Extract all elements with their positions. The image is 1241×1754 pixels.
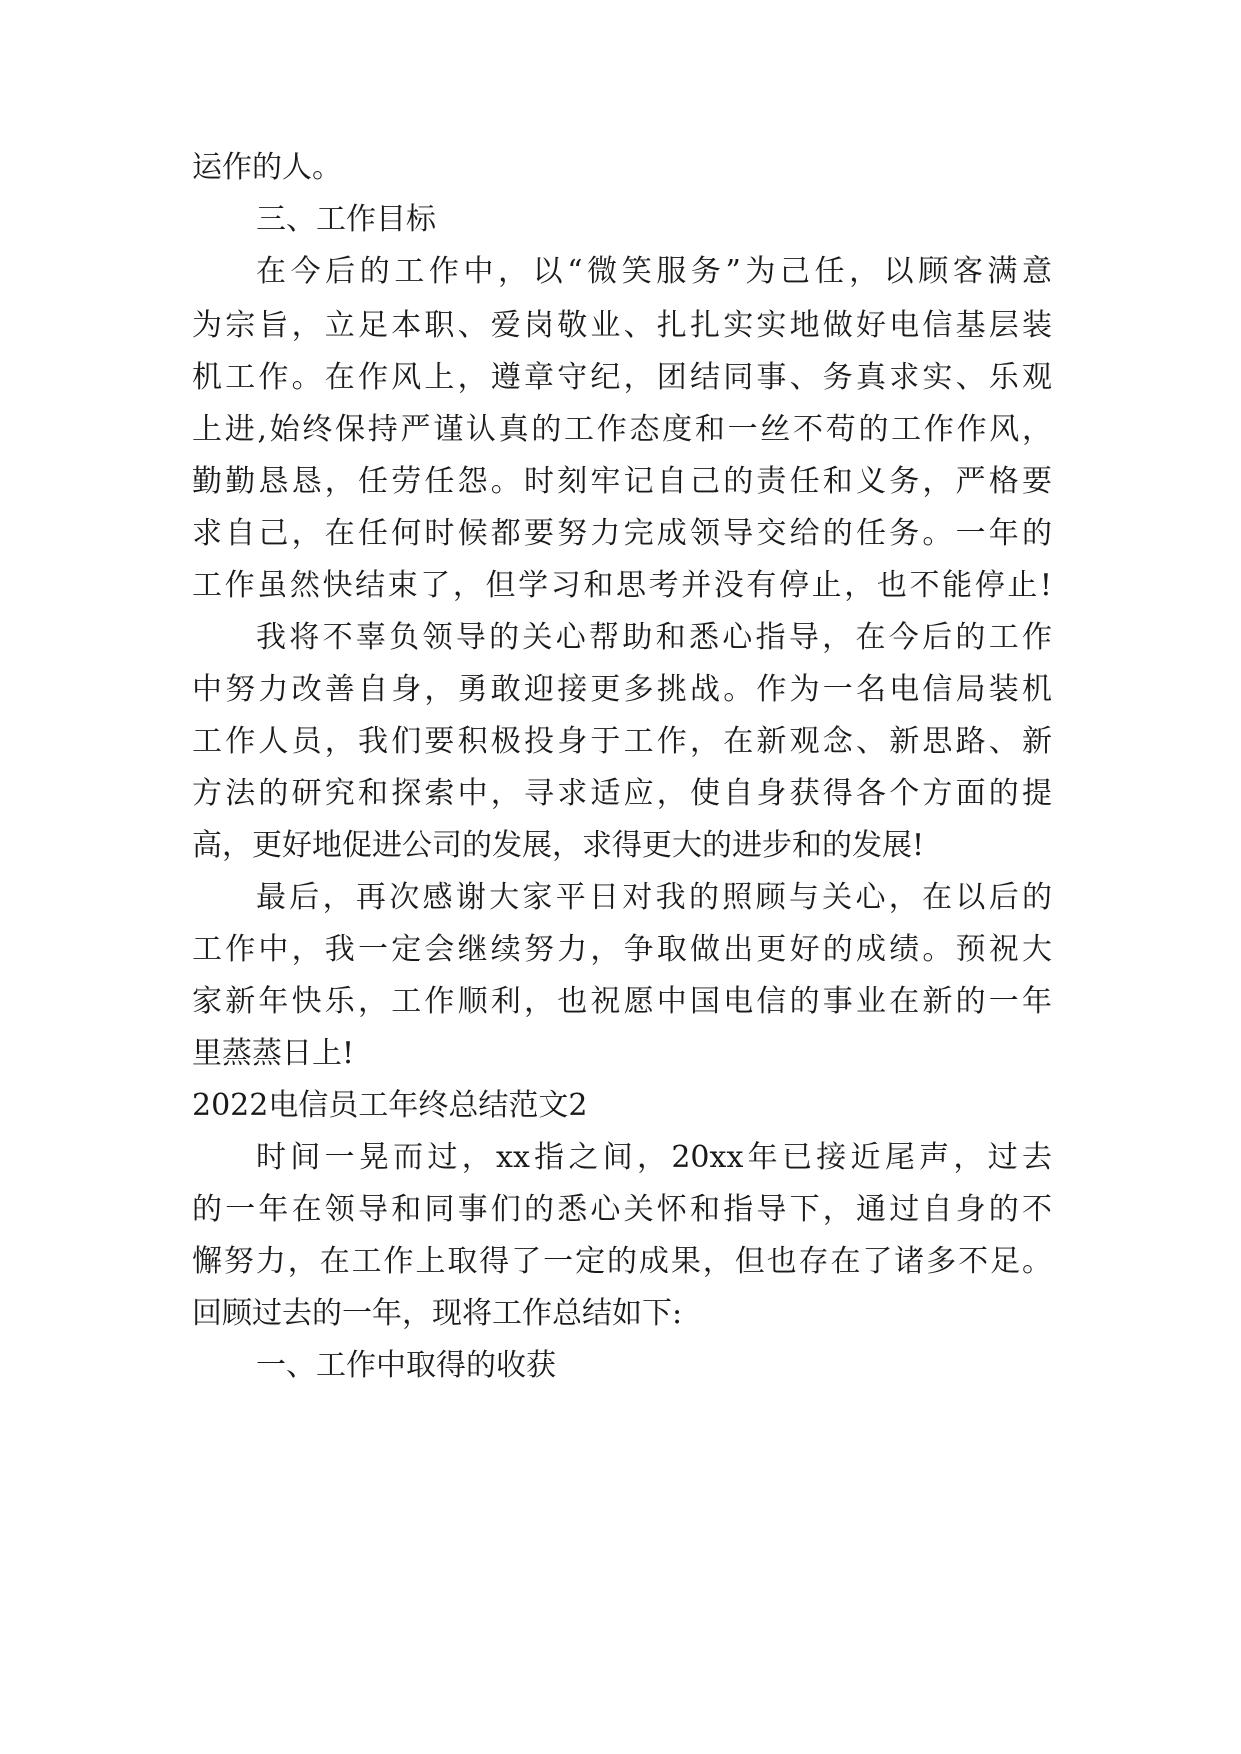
paragraph-line: 中努力改善自身，勇敢迎接更多挑战。作为一名电信局装机	[192, 672, 1052, 707]
paragraph-line: 时间一晃而过，xx指之间，20xx年已接近尾声，过去	[256, 1140, 1052, 1175]
paragraph-line: 最后，再次感谢大家平日对我的照顾与关心，在以后的	[256, 880, 1052, 915]
document-title: 2022电信员工年终总结范文2	[192, 1088, 588, 1123]
paragraph-line: 勤勤恳恳，任劳任怨。时刻牢记自己的责任和义务，严格要	[192, 464, 1052, 499]
paragraph-line: 工作虽然快结束了，但学习和思考并没有停止，也不能停止!	[192, 568, 1052, 603]
paragraph-line: 懈努力，在工作上取得了一定的成果，但也存在了诸多不足。	[192, 1244, 1052, 1279]
paragraph-line: 工作中，我一定会继续努力，争取做出更好的成绩。预祝大	[192, 932, 1052, 967]
section-heading: 一、工作中取得的收获	[256, 1348, 556, 1383]
paragraph-line: 工作人员，我们要积极投身于工作，在新观念、新思路、新	[192, 724, 1052, 759]
paragraph-line: 上进,始终保持严谨认真的工作态度和一丝不苟的工作作风，	[192, 412, 1052, 447]
paragraph-line: 在今后的工作中，以“微笑服务”为己任，以顾客满意	[256, 254, 1052, 289]
paragraph-line: 家新年快乐，工作顺利，也祝愿中国电信的事业在新的一年	[192, 984, 1052, 1019]
paragraph-line: 求自己，在任何时候都要努力完成领导交给的任务。一年的	[192, 516, 1052, 551]
paragraph-line: 高，更好地促进公司的发展，求得更大的进步和的发展!	[192, 828, 925, 863]
paragraph-line: 我将不辜负领导的关心帮助和悉心指导，在今后的工作	[256, 620, 1052, 655]
section-heading: 三、工作目标	[256, 202, 436, 237]
paragraph-line: 为宗旨，立足本职、爱岗敬业、扎扎实实地做好电信基层装	[192, 308, 1052, 343]
paragraph-line: 里蒸蒸日上!	[192, 1036, 355, 1071]
paragraph-line: 的一年在领导和同事们的悉心关怀和指导下，通过自身的不	[192, 1192, 1052, 1227]
paragraph-line: 回顾过去的一年，现将工作总结如下:	[192, 1296, 683, 1331]
paragraph-line: 机工作。在作风上，遵章守纪，团结同事、务真求实、乐观	[192, 360, 1052, 395]
paragraph-line: 方法的研究和探索中，寻求适应，使自身获得各个方面的提	[192, 776, 1052, 811]
paragraph-line: 运作的人。	[192, 150, 342, 185]
